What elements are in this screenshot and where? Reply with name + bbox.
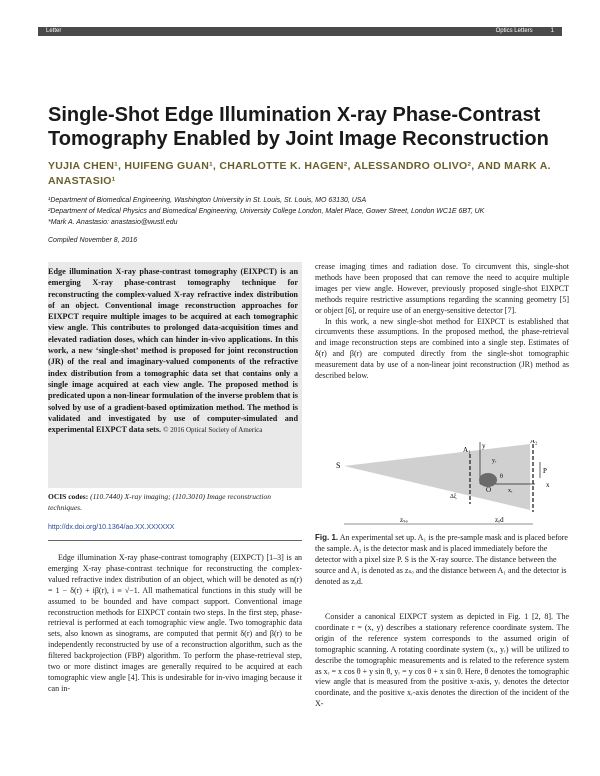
header-journal: Optics Letters xyxy=(495,28,533,34)
label-a1: A₁ xyxy=(463,446,471,454)
label-zod: zₒd xyxy=(495,516,504,524)
intro-paragraph: Edge illumination X-ray phase-contrast tomography (EIXPCT) [1–3] is an emerging X-ray phase-contrast technique for reconstructing the complex-valued refractive index distribution of an object, which will be denoted as n(r) = 1 − δ(r) + iβ(r), i ≡ √−1. All mathematical functions in this study will be assumed to be bounded and have compact support. Conventional image reconstruction methods for EIXPCT contain two steps. In the first step, phase-retrieval is performed at each tomographic view angle. Two tomographic data sets, also known as sinograms, are computed that permit δ(r) and β(r) to be independently reconstructed by use of a reconstruction algorithm, such as the filtered backprojection (FBP) algorithm. To perform the phase-retrieval step, two or more distinct images are generally required to be acquired at each tomographic view angle [4]. This is undesirable for in-vivo imaging because it can in- xyxy=(48,553,302,693)
header-right xyxy=(478,27,554,36)
label-p: P xyxy=(543,467,547,475)
ocis-text: (110.7440) X-ray imaging; (110.3010) Image reconstruction techniques. xyxy=(48,492,271,512)
paper-title: Single-Shot Edge Illumination X-ray Phase-Contrast Tomography Enabled by Joint Image Reconstruction xyxy=(48,104,549,150)
caption-text: An experimental set up. A₁ is the pre-sample mask and is placed before the sample. A₂ is the detector mask and is placed immediately before the detector with a pixel size P. S is the X-ray source. The distance between the source and A₁ is denoted as zₛₒ and the distance between A₁ and the detector is denoted as zₒd. xyxy=(315,533,568,586)
ocis-label: OCIS codes: xyxy=(48,492,89,501)
author-list: YUJIA CHEN¹, HUIFENG GUAN¹, CHARLOTTE K. HAGEN², ALESSANDRO OLIVO², AND MARK A. ANASTASIO¹ xyxy=(48,160,551,187)
right-column-top xyxy=(315,262,569,382)
abstract-text: Edge illumination X-ray phase-contrast tomography (EIXPCT) is an emerging X-ray phase-contrast tomography technique for reconstructing the complex-valued X-ray refractive index distribution of an object. Conventional image reconstruction approaches for EIXPCT require multiple images to be acquired at each tomographic view angle. This contributes to prolonged data-acquisition times and elevated radiation doses, which can hinder in-vivo applications. In this work, a new ‘single-shot’ method is proposed for joint reconstruction (JR) of the real and imaginary-valued components of the refractive index distribution from a tomographic data set that contains only a single image acquired at each view angle. The proposed method is predicated upon a non-linear formulation of the inverse problem that is solved by use of a gradient-based optimization method. The method is validated and investigated by use of computer-simulated and experimental EIXPCT data sets. xyxy=(48,267,298,435)
copyright: © 2016 Optical Society of America xyxy=(163,426,263,435)
ocis-codes xyxy=(48,491,302,513)
divider xyxy=(48,540,302,541)
affiliations xyxy=(48,195,568,228)
paragraph-system: Consider a canonical EIXPCT system as depicted in Fig. 1 [2, 8]. The coordinate r = (x, y) describes a stationary reference coordinate system. The origin of the reference system corresponds to the assumed origin of tomographic scanning. A rotating coordinate system (xᵣ, yᵣ) will be utilized to describe the tomographic measurements and is related to the reference system as xᵣ = x cos θ + y sin θ, yᵣ = y cos θ + x sin θ. Here, θ denotes the tomographic view angle that is measured from the positive x-axis, yᵣ denotes the detector coordinate, and the positive xᵣ-axis denotes the direction of the incident of the X- xyxy=(315,612,569,709)
label-delta-xi: Δξ xyxy=(450,494,457,500)
label-source: S xyxy=(336,461,341,470)
figure-caption xyxy=(315,533,569,588)
compiled-date: Compiled November 8, 2016 xyxy=(48,237,138,244)
header-page-number: 1 xyxy=(550,28,554,34)
affiliation-1: ¹Department of Biomedical Engineering, Washington University in St. Louis, St. Louis, MO 63130, USA xyxy=(48,197,367,204)
abstract xyxy=(48,266,298,436)
right-column-bottom xyxy=(315,612,569,710)
left-column-body xyxy=(48,553,302,695)
label-y: y xyxy=(482,442,486,450)
label-a2: A₂ xyxy=(530,440,538,445)
label-origin: O xyxy=(486,486,492,494)
caption-label: Fig. 1. xyxy=(315,533,339,542)
label-yr: yᵣ xyxy=(492,458,497,464)
setup-figure xyxy=(330,440,560,530)
sample-object xyxy=(479,473,497,487)
paragraph-continued: crease imaging times and radiation dose. To circumvent this, single-shot methods have been proposed that can remove the need to acquire multiple images per view angle. However, previously proposed single-shot EIXPCT methods require restrictive assumptions regarding the scanning geometry [5] or object [6], or require use of an energy-sensitive detector [7]. xyxy=(315,262,569,315)
doi-link[interactable]: http://dx.doi.org/10.1364/ao.XX.XXXXXX xyxy=(48,524,175,531)
label-xr: xᵣ xyxy=(508,488,513,494)
label-x: x xyxy=(546,481,550,489)
label-theta: θ xyxy=(500,474,503,480)
header-letter: Letter xyxy=(46,28,62,34)
paragraph-method: In this work, a new single-shot method for EIXPCT is established that circumvents these assumptions. In the proposed method, the phase-retrieval and image reconstruction steps are combined into a single step. Estimates of δ(r) and β(r) are computed directly from the single-shot tomographic measurement data by use of a non-linear joint reconstruction (JR) method as described below. xyxy=(315,316,569,381)
label-zso: zₛₒ xyxy=(400,516,408,524)
corresponding-author: *Mark A. Anastasio: anastasio@wustl.edu xyxy=(48,219,178,226)
affiliation-2: ²Department of Medical Physics and Biomedical Engineering, University College London, Malet Place, Gower Street, London WC1E 6BT, UK xyxy=(48,208,485,215)
